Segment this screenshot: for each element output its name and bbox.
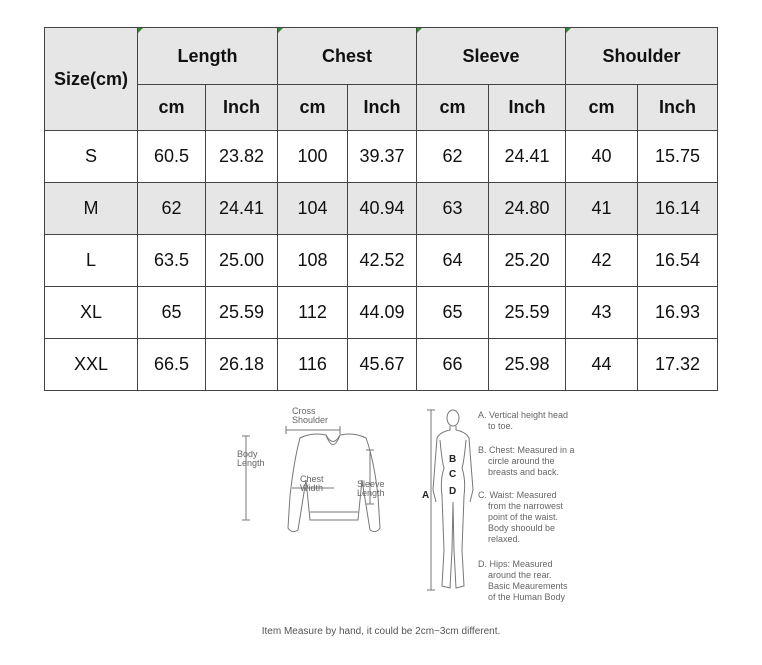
cross-shoulder-label: Shoulder (292, 415, 329, 425)
cross-shoulder-marker (286, 426, 340, 434)
table-cell: 25.59 (489, 287, 566, 339)
body-notes (478, 410, 575, 602)
table-row (45, 287, 718, 339)
table-cell: 62 (138, 183, 206, 235)
table-cell: 66 (417, 339, 489, 391)
sleeve-length-label: Length (357, 488, 385, 498)
marker-c: C (449, 469, 457, 480)
length-header: Length (138, 28, 278, 85)
table-cell: 25.59 (206, 287, 278, 339)
unit-header: Inch (638, 85, 718, 131)
table-cell: 39.37 (348, 131, 417, 183)
note-b: circle around the (488, 456, 555, 466)
size-chart-table (44, 27, 718, 391)
note-b: breasts and back. (488, 467, 560, 477)
table-cell: 41 (566, 183, 638, 235)
body-length-label: Length (237, 458, 265, 468)
cross-shoulder-label: Cross (292, 406, 316, 416)
note-b: B. Chest: Measured in a (478, 445, 575, 455)
unit-header: cm (417, 85, 489, 131)
note-d: D. Hips: Measured (478, 559, 553, 569)
note-d: Basic Meaurements (488, 581, 568, 591)
note-c: Body shoould be (488, 523, 556, 533)
table-row (45, 131, 718, 183)
table-cell: 16.93 (638, 287, 718, 339)
note-a: A. Vertical height head (478, 410, 569, 420)
table-cell: 44 (566, 339, 638, 391)
measurement-diagram (230, 400, 750, 615)
size-cell: S (45, 131, 138, 183)
human-figure-illustration (433, 410, 473, 588)
table-cell: 62 (417, 131, 489, 183)
note-d: of the Human Body (488, 592, 566, 602)
chest-width-label: Width (300, 483, 324, 493)
table-cell: 44.09 (348, 287, 417, 339)
table-cell: 17.32 (638, 339, 718, 391)
note-c: point of the waist. (488, 512, 559, 522)
table-cell: 108 (278, 235, 348, 287)
table-cell: 25.20 (489, 235, 566, 287)
unit-header: cm (566, 85, 638, 131)
table-cell: 25.98 (489, 339, 566, 391)
table-cell: 63 (417, 183, 489, 235)
table-cell: 63.5 (138, 235, 206, 287)
size-cell: L (45, 235, 138, 287)
note-c: relaxed. (488, 534, 521, 544)
table-cell: 112 (278, 287, 348, 339)
table-cell: 104 (278, 183, 348, 235)
unit-header: cm (138, 85, 206, 131)
note-c: from the narrowest (488, 501, 564, 511)
table-cell: 64 (417, 235, 489, 287)
body-length-label: Body (237, 449, 258, 459)
table-cell: 26.18 (206, 339, 278, 391)
table-cell: 15.75 (638, 131, 718, 183)
footer-note: Item Measure by hand, it could be 2cm~3cm different. (261, 626, 501, 637)
table-row (45, 183, 718, 235)
marker-b: B (449, 454, 457, 465)
sleeve-length-label: Sleeve (357, 479, 385, 489)
table-row (45, 235, 718, 287)
table-cell: 40 (566, 131, 638, 183)
table-cell: 24.41 (489, 131, 566, 183)
unit-header: Inch (348, 85, 417, 131)
table-cell: 66.5 (138, 339, 206, 391)
note-c: C. Waist: Measured (478, 490, 557, 500)
table-cell: 100 (278, 131, 348, 183)
marker-a: A (422, 490, 430, 501)
size-cell: M (45, 183, 138, 235)
table-cell: 65 (138, 287, 206, 339)
chest-header: Chest (278, 28, 417, 85)
note-a: to toe. (488, 421, 514, 431)
table-cell: 42.52 (348, 235, 417, 287)
table-cell: 16.14 (638, 183, 718, 235)
table-cell: 42 (566, 235, 638, 287)
table-cell: 45.67 (348, 339, 417, 391)
table-cell: 16.54 (638, 235, 718, 287)
table-cell: 43 (566, 287, 638, 339)
shoulder-header: Shoulder (566, 28, 718, 85)
table-cell: 60.5 (138, 131, 206, 183)
chest-width-label: Chest (300, 474, 324, 484)
unit-header: Inch (206, 85, 278, 131)
size-header: Size(cm) (45, 28, 138, 131)
marker-d: D (449, 486, 457, 497)
note-d: around the rear. (488, 570, 552, 580)
table-cell: 116 (278, 339, 348, 391)
unit-header: Inch (489, 85, 566, 131)
table-cell: 23.82 (206, 131, 278, 183)
table-cell: 25.00 (206, 235, 278, 287)
sleeve-header: Sleeve (417, 28, 566, 85)
table-cell: 65 (417, 287, 489, 339)
table-row (45, 339, 718, 391)
unit-header: cm (278, 85, 348, 131)
size-cell: XL (45, 287, 138, 339)
table-cell: 40.94 (348, 183, 417, 235)
table-cell: 24.80 (489, 183, 566, 235)
size-cell: XXL (45, 339, 138, 391)
table-cell: 24.41 (206, 183, 278, 235)
